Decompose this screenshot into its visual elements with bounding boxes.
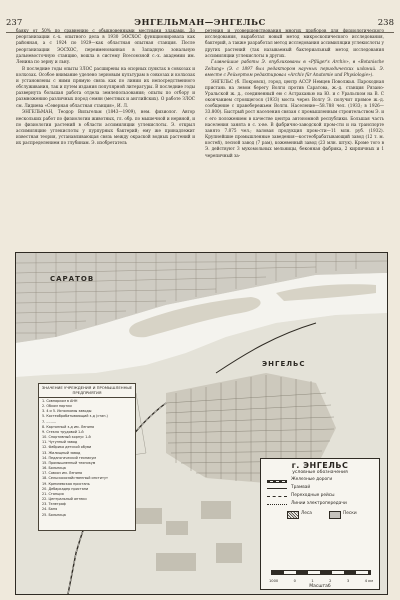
legend-subtitle: условные обозначения — [292, 470, 348, 475]
map-key-item: 15. Промышленный техникум — [42, 460, 96, 465]
power-line-symbol-icon — [267, 504, 287, 507]
map-label-saratov: САРАТОВ — [50, 275, 95, 283]
map-key-item: 9. Стекло трудовой 1-й — [42, 429, 84, 434]
scale-ticks — [269, 579, 373, 583]
page-number-left: 237 — [6, 18, 23, 28]
legend-label: Переходные рейсы — [291, 493, 335, 498]
scale-tick: 1 — [311, 579, 314, 583]
scale-tick: 3 — [346, 579, 350, 583]
map-key-item: 17. Совхоз им. Ленина — [42, 471, 83, 476]
map-key-item: 24. Баня — [42, 507, 58, 512]
legend-forest-label: Леса — [301, 511, 312, 516]
paragraph: Главнейшие работы Э. опубликованы в «Pflüger's Archiv», в «Botanische Zeitung» (Э. с 1897 был редактором научных периодических изданий. Э. вместе с Рейхертом редактировал «Archiv für Anatomie und Physiologie»). — [205, 59, 384, 77]
map-key-item: 7. ......... — [42, 419, 57, 424]
scale-tick: 2 — [329, 579, 332, 583]
map-key-list — [39, 398, 135, 519]
text-column-left — [16, 28, 195, 248]
text-column-right — [205, 28, 384, 248]
map-key-item: 21. Станция — [42, 491, 64, 496]
tram-line-symbol-icon — [267, 488, 287, 491]
map-key-item: 5. Костеобрабатывающий з-д (стан.) — [42, 414, 108, 419]
scale-tick: 1000 — [269, 579, 279, 583]
legend-label: Трамвай — [291, 485, 311, 490]
map-key-item: 12. Фабрика детской обуви — [42, 445, 92, 450]
map-key-item: 8. Картонный з-д им. Ленина — [42, 424, 95, 429]
map-key-item: 13. Жилищный завод — [42, 450, 81, 455]
map-key-item: 23. Телеграф — [42, 502, 66, 507]
page-number-right: 238 — [377, 18, 394, 28]
map-legend — [260, 458, 380, 590]
legend-row-railway — [261, 477, 379, 485]
map-key-item: 3. 4 и 5. Исполкомы заводы — [42, 409, 92, 414]
sand-swatch-icon — [329, 511, 341, 519]
map-key-item: 22. Центральный аптеки — [42, 497, 87, 502]
scale-tick: 0 — [293, 579, 296, 583]
map-key-item: 16. Больница — [42, 466, 66, 471]
page-header — [0, 10, 400, 26]
forest-swatch-icon — [287, 511, 299, 519]
paragraph: ЭНГЕЛЬМАН, Теодор Вильгельм (1843—1909), нем. физиолог. Автор нескольких работ по физиологии животных, гл. обр. по мышечной и нервной, и по физиологии растений в области ассимиляции углекислоты. Э. открыл ассимиляцию углекислоты у пурпурных бактерий; ему же принадлежит известная теория, устанавливающая связь между окраской водных растений и их распределением по глубинам. Э. изобретатель — [16, 109, 195, 146]
railway-symbol-icon — [267, 480, 287, 483]
map-key — [38, 383, 136, 531]
map-key-item: 1. Совнарком в АНН — [42, 398, 78, 403]
ferry-route-symbol-icon — [267, 496, 287, 499]
legend-row-tram — [261, 485, 379, 493]
scale-bar — [271, 570, 371, 575]
map-key-item: 11. Чугунный завод — [42, 440, 78, 445]
map-key-item: 14. Педагогический техникум — [42, 455, 96, 460]
paragraph: В последние годы опыты ЗЛОС расширены на опорных пунктах в совхозах и колхозах. Особое внимание уделено зерновым культурам в совхозах и колхозах и установлены с ними прямую связь как по линии их непосредственного обслуживания, так и путем издания популярной литературы. В последние годы развернута большая работа отдела землепользования; опыты по отбору и размножению различных пород семян (местных и английских). О работе ЗЛОС см. Лидиева «Северная областная станция», И. Л. — [16, 65, 195, 108]
scale-label: Масштаб — [309, 584, 331, 589]
map-key-item: 18. Сельскохозяйственный институт — [42, 476, 108, 481]
map-label-engels: ЭНГЕЛЬС — [262, 360, 306, 368]
legend-swatches — [261, 510, 379, 520]
city-map — [15, 252, 388, 595]
map-key-item: 19. Кремлевская пристань — [42, 481, 90, 486]
legend-label: Линии электропередачи — [291, 501, 347, 506]
legend-row-crossing — [261, 493, 379, 501]
legend-label: Железные дороги — [291, 477, 333, 482]
legend-sand-label: Пески — [343, 511, 357, 516]
scale-tick: 4 км — [364, 579, 373, 583]
map-key-title: ЗНАЧЕНИЕ УЧРЕЖДЕНИЯ И ПРОМЫШЛЕННЫЕ ПРЕДПРИЯТИЯ — [39, 384, 135, 398]
map-key-item: 10. Спортивный корпус 1-й — [42, 435, 91, 440]
paragraph: ретения и усовершенствования многих приборов для физиологического исследования, выработал новый метод микроскопического исследования, бактерий, а также разработал метод исследования ассимиляции углекислоты у других растений (так называемый бактериальный метод исследования ассимиляции углекислоты в других. — [205, 28, 384, 58]
legend-row-power — [261, 501, 379, 509]
paragraph: баяку от 50% по сравнению с обыкновенными местными злаками. До реорганизации с.-х. опытного дела в 1930 ЭОСХОС функционировала как районная, а с 1924 по 1929—как областная опытная станция. После реорганизации ЭОСХОС, переименованная в Западную зональную дальневосточную станцию, вошла в систему Всесоюзной с.-х. академии им. Ленина по зерну и льну. — [16, 28, 195, 64]
map-key-item: 2. Обком партии — [42, 404, 72, 409]
map-key-item: 25. Больница — [42, 512, 66, 517]
map-key-item: 20. Дебаркадер пристани — [42, 486, 89, 491]
page-title: ЭНГЕЛЬМАН—ЭНГЕЛЬС — [134, 18, 266, 28]
paragraph: ЭНГЕЛЬС (б. Покровск), город, центр АССР Немцев Поволжья. Пароходная пристань на левом берегу Волги против Саратова, ж.-д. станция Рязано-Уральской ж. д., соединенный ею с Астраханью на Ю. и с Уральском на В. С окончанием строящегося (1933) моста через Волгу Э. получит прямое ж.-д. сообщение с правобережьем Волги. Население—58.788 чел. (1933; в 1926—33.800). Быстрый рост населения связан с промышленным строительством Э. и с его положением в качестве центра автономной республики. Большая часть населения занята в с. х-ве. В фабрично-заводской пром-сти и на транспорте занято 7.875 чел.; валовая продукция пром-сти—11 млн. руб. (1932). Крупнейшие промышленные заведения—костеобрабатывающий завод (12 т. м. костей), лесной завод (7 рам), кожевенный завод (23 млн. штук). Кроме того в Э. действуют 3 мукомольных мельницы, беконная фабрика, 2 кирпичных и 1 черепичный за- — [205, 78, 384, 158]
legend-title: г. ЭНГЕЛЬС — [291, 461, 349, 470]
